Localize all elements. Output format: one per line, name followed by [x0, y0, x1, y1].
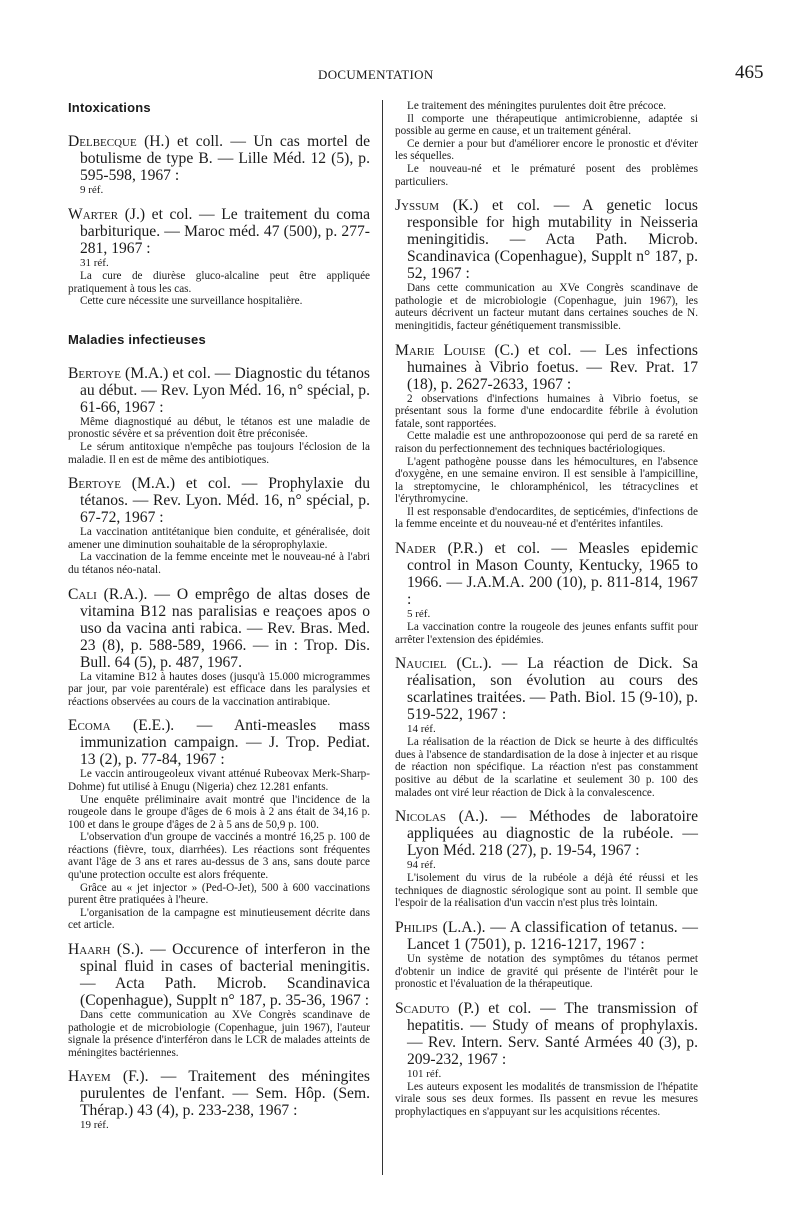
citation-text: et col. — Diagnostic du tétanos au début. — Rev. Lyon Méd. 16, n° spécial, p. 61-66, 1967 : — [80, 364, 370, 416]
citation-text: et coll. — Un cas mortel de botulisme de type B. — Lille Méd. 12 (5), p. 595-598, 1967 : — [80, 133, 370, 184]
reference-count: 94 réf. — [407, 859, 436, 872]
bibliography-entry — [68, 365, 370, 466]
abstract-paragraph: Le nouveau-né et le prématuré posent des problèmes particuliers. — [395, 162, 698, 188]
author: Marie Louise (C.) — [395, 341, 520, 359]
author: Cali (R.A.) — [68, 585, 144, 603]
abstract-paragraph: La cure de diurèse gluco-alcaline peut être appliquée pratiquement à tous les cas. — [68, 270, 370, 295]
citation — [68, 1068, 370, 1119]
bibliography-entry — [68, 475, 370, 576]
abstract-paragraph: Même diagnostiqué au début, le tétanos est une maladie de pronostic sévère et sa prévention doit être préconisée. — [68, 415, 370, 441]
citation-text: et col. — Les infections humaines à Vibrio foetus. — Rev. Prat. 17 (18), p. 2627-2633, 1967 : — [407, 341, 698, 393]
bibliography-entry — [395, 197, 698, 332]
citation-text: et col. — The transmission of hepatitis. — Study of means of prophylaxis. — Rev. Intern. Serv. Santé Armées 40 (3), p. 209-232, 1967 : — [407, 999, 698, 1068]
abstract — [395, 282, 698, 332]
abstract — [395, 1081, 698, 1119]
citation — [68, 717, 370, 768]
reference-count: 9 réf. — [80, 184, 104, 196]
abstract-paragraph: L'agent pathogène pousse dans les hémocultures, en l'absence d'oxygène, en une semaine environ. Il est sensible à l'ampicilline, la streptomycine, le chloramphénicol, les tétracyclines et l'érythromycine. — [395, 455, 698, 506]
author: Nauciel (Cl.) — [395, 655, 488, 673]
abstract-paragraph: Dans cette communication au XVe Congrès scandinave de pathologie et de microbiologie (Copenhague, juin 1967), les auteurs décrivent un facteur mutant dans certaines souches de N. meningitidis, facteur génétiquement transmissible. — [395, 282, 698, 332]
author: Nader (P.R.) — [395, 540, 484, 558]
abstract-paragraph: 2 observations d'infections humaines à Vibrio foetus, se présentant sous la forme d'une endocardite fébrile à évolution fatale, sont rapportées. — [395, 392, 698, 430]
left-column — [68, 100, 370, 1141]
citation-text: et col. — Le traitement du coma barbiturique. — Maroc méd. 47 (500), p. 277-281, 1967 : — [80, 206, 370, 257]
reference-count: 5 réf. — [407, 608, 431, 621]
author: Hayem (F.) — [68, 1068, 145, 1086]
abstract-paragraph: La vaccination contre la rougeole des jeunes enfants suffit pour arrêter l'extension des épidémies. — [395, 621, 698, 646]
citation-text: . — Anti-measles mass immunization campaign. — J. Trop. Pediat. 13 (2), p. 77-84, 1967 : — [80, 717, 370, 769]
citation — [68, 586, 370, 671]
bibliography-entry — [395, 540, 698, 646]
citation-text: et col. — Prophylaxie du tétanos. — Rev. Lyon. Méd. 16, n° spécial, p. 67-72, 1967 : — [80, 475, 370, 527]
abstract-paragraph: La vitamine B12 à hautes doses (jusqu'à 15.000 microgrammes par jour, par voie parentérale) est efficace dans les paralysies et réactions observées au cours de la vaccination antirabique. — [68, 670, 370, 708]
abstract-paragraph: La vaccination de la femme enceinte met le nouveau-né à l'abri du tétanos néo-natal. — [68, 551, 370, 576]
citation-text: . — Méthodes de laboratoire appliquées au diagnostic de la rubéole. — Lyon Méd. 218 (27), p. 19-54, 1967 : — [407, 808, 699, 860]
citation-text: . — O emprêgo de altas doses de vitamina B12 nas paralisias e reaçoes apos o uso da vacina anti rabica. — Rev. Bras. Med. 23 (8), p. 588-589, 1966. — in : Trop. Dis. Bull. 64 (5), p. 487, 1967. — [80, 585, 370, 671]
abstract-paragraph: Il comporte une thérapeutique antimicrobienne, adaptée si possible au germe en cause, et un traitement général. — [395, 112, 698, 138]
section-heading-intoxications: Intoxications — [68, 100, 151, 115]
author: Haarh (S.) — [68, 941, 140, 959]
abstract-paragraph: L'observation d'un groupe de vaccinés a montré 16,25 p. 100 de réactions (fièvre, toux, diarrhées). Les réactions sont fréquentes avant l'âge de 3 ans et rares au-dessus de 3 ans, sans doute parce qu'une protection occulte est alors fréquente. — [68, 831, 370, 882]
abstract — [68, 671, 370, 709]
abstract — [395, 872, 698, 910]
citation — [68, 365, 370, 416]
abstract-paragraph: Le traitement des méningites purulentes doit être précoce. — [407, 100, 667, 112]
bibliography-entry — [68, 941, 370, 1059]
abstract — [68, 270, 370, 308]
citation-text: . — Traitement des méningites purulentes de l'enfant. — Sem. Hôp. (Sem. Thérap.) 43 (4), p. 233-238, 1967 : — [80, 1068, 370, 1120]
reference-count: 101 réf. — [407, 1067, 442, 1080]
citation — [68, 133, 370, 184]
bibliography-entry — [395, 808, 698, 910]
citation — [68, 941, 370, 1009]
bibliography-entry — [395, 342, 698, 532]
abstract-paragraph: La réalisation de la réaction de Dick se heurte à des difficultés dues à l'absence de standardisation de la dose à injecter et au risque de réaction non spécifique. La réaction n'est pas constamment positive au début de la scarlatine et seulement 30 p. 100 des malades ont viré leur réaction de Dick à la convalescence. — [395, 736, 698, 799]
abstract-paragraph: Grâce au « jet injector » (Ped-O-Jet), 500 à 600 vaccinations purent être pratiquées à l'heure. — [68, 881, 370, 907]
citation — [68, 206, 370, 257]
citation-text: . — La réaction de Dick. Sa réalisation, son évolution au cours des scarlatines traitées. — Path. Biol. 15 (9-10), p. 519-522, 1967 : — [407, 655, 698, 724]
abstract-paragraph: Il est responsable d'endocardites, de septicémies, d'infections de la femme enceinte et du nouveau-né et d'entérites infantiles. — [395, 505, 698, 531]
author: Philips (L.A.) — [395, 919, 482, 936]
abstract-paragraph: Le vaccin antirougeoleux vivant atténué Rubeovax Merk-Sharp-Dohme) fut utilisé à Enugu (Nigeria) chez 12.281 enfants. — [68, 768, 370, 793]
bibliography-entry — [395, 655, 698, 799]
abstract — [395, 736, 698, 799]
citation-text: . — A classification of tetanus. — Lancet 1 (7501), p. 1216-1217, 1967 : — [407, 919, 698, 953]
abstract — [68, 416, 370, 466]
page-number: 465 — [735, 62, 764, 83]
citation — [395, 808, 698, 859]
citation — [395, 197, 698, 282]
abstract-paragraph: Ce dernier a pour but d'améliorer encore le pronostic et d'éviter les séquelles. — [395, 137, 698, 163]
bibliography-entry — [68, 586, 370, 709]
bibliography-entry — [68, 133, 370, 197]
abstract-paragraph: Dans cette communication au XVe Congrès scandinave de pathologie et de microbiologie (Copenhague, juin 1967), l'auteur signale la présence d'interféron dans le LCR de malades atteints de méningites bactériennes. — [68, 1009, 370, 1059]
citation — [395, 655, 698, 723]
bibliography-entry — [68, 206, 370, 308]
abstract — [68, 768, 370, 932]
author: Warter (J.) — [68, 206, 146, 223]
section-heading-maladies-infectieuses: Maladies infectieuses — [68, 331, 206, 347]
author: Bertoye (M.A.) — [68, 475, 176, 493]
abstract-paragraph: Les auteurs exposent les modalités de transmission de l'hépatite virale sous ses deux formes. Ils passent en revue les mesures prophylactiques en s'appuyant sur les acquisitions récentes. — [395, 1080, 698, 1118]
page-header — [0, 62, 800, 88]
reference-count: 14 réf. — [407, 723, 436, 736]
author: Nicolas (A.) — [395, 808, 485, 826]
right-column — [395, 100, 698, 1128]
bibliography-entry — [395, 1000, 698, 1119]
abstract — [395, 953, 698, 991]
abstract-paragraph: Cette cure nécessite une surveillance hospitalière. — [80, 295, 303, 308]
abstract-paragraph: La vaccination antitétanique bien conduite, et généralisée, doit amener une diminution souhaitable de la séroprophylaxie. — [68, 526, 370, 551]
reference-count: 19 réf. — [80, 1119, 109, 1132]
abstract — [395, 621, 698, 646]
author: Bertoye (M.A.) — [68, 364, 169, 382]
author: Ecoma (E.E.) — [68, 717, 171, 735]
citation-text: et col. — Measles epidemic control in Mason County, Kentucky, 1965 to 1966. — J.A.M.A. 200 (10), p. 811-814, 1967 : — [407, 540, 698, 609]
abstract-paragraph: Le sérum antitoxique n'empêche pas toujours l'éclosion de la maladie. Il en est de même des antibiotiques. — [68, 440, 370, 466]
citation — [395, 919, 698, 953]
citation — [68, 475, 370, 526]
abstract — [68, 1009, 370, 1059]
citation-text: . — Occurence of interferon in the spinal fluid in cases of bacterial meningitis. — Acta Path. Microb. Scandinavica (Copenhague), Supplt n° 187, p. 35-36, 1967 : — [80, 941, 370, 1010]
abstract — [395, 393, 698, 532]
abstract-paragraph: L'organisation de la campagne est minutieusement décrite dans cet article. — [68, 906, 370, 932]
author: Jyssum (K.) — [395, 197, 479, 215]
abstract-paragraph: Cette maladie est une anthropozoonose qui perd de sa rareté en raison du perfectionnement des techniques bactériologiques. — [395, 430, 698, 455]
reference-count: 31 réf. — [80, 257, 109, 269]
abstract — [68, 526, 370, 576]
author: Delbecque (H.) — [68, 133, 170, 150]
citation — [395, 1000, 698, 1068]
citation — [395, 342, 698, 393]
column-divider — [382, 100, 383, 1175]
abstract-paragraph: Une enquête préliminaire avait montré que l'incidence de la rougeole dans le groupe d'âges de 6 mois à 2 ans était de 34,16 p. 100 et dans le groupe d'âges de 2 à 5 ans de 50,9 p. 100. — [68, 793, 370, 831]
citation — [395, 540, 698, 608]
bibliography-entry — [68, 717, 370, 932]
citation-text: et col. — A genetic locus responsible for high mutability in Neisseria meningitidis. — Acta Path. Microb. Scandinavica (Copenhague), Supplt n° 187, p. 52, 1967 : — [407, 197, 698, 283]
abstract-paragraph: L'isolement du virus de la rubéole a déjà été réussi et les techniques de diagnostic sérologique sont au point. Il semble que l'espoir de la réalisation d'un vaccin n'est plus très lointain. — [395, 872, 698, 910]
abstract-paragraph: Un système de notation des symptômes du tétanos permet d'obtenir un indice de gravité qui présente de l'intérêt pour le pronostic et l'évaluation de la thérapeutique. — [395, 953, 698, 991]
author: Scaduto (P.) — [395, 999, 480, 1017]
bibliography-entry — [68, 1068, 370, 1132]
running-title: DOCUMENTATION — [318, 67, 434, 82]
abstract — [395, 100, 698, 188]
bibliography-entry-continued — [395, 100, 698, 188]
bibliography-entry — [395, 919, 698, 991]
